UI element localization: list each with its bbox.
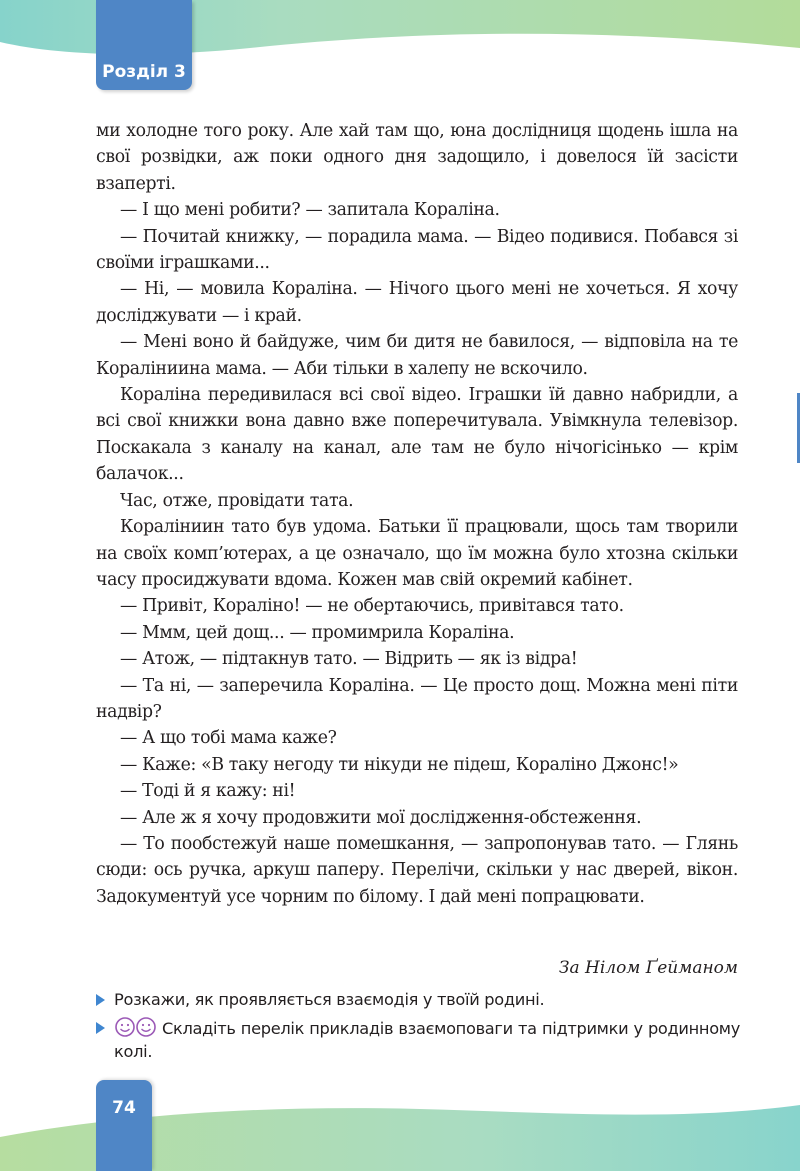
story-paragraph: — Тоді й я кажу: ні! <box>120 781 296 802</box>
story-paragraph: — Привіт, Кораліно! — не обертаючись, привітався тато. <box>120 596 624 617</box>
pair-work-smileys-icon <box>114 1016 158 1038</box>
story-author: За Нілом Ґейманом <box>558 958 738 978</box>
story-paragraph: — Атож, — підтакнув тато. — Відрить — як із відра! <box>120 649 578 670</box>
story-paragraph: — Почитай книжку, — порадила мама. — Відео подивися. Побався зі своїми іграшками... <box>96 226 738 274</box>
triangle-bullet-icon <box>96 994 105 1006</box>
task-item <box>96 988 740 1011</box>
task-list <box>96 988 740 1068</box>
story-paragraph: — Ммм, цей дощ... — промимрила Кораліна. <box>120 622 515 643</box>
page-number-tab <box>96 1080 152 1171</box>
story-paragraph: — Та ні, — заперечила Кораліна. — Це просто дощ. Можна мені піти надвір? <box>96 675 738 722</box>
triangle-bullet-icon <box>96 1022 105 1034</box>
section-label: Розділ 3 <box>102 62 186 82</box>
story-paragraph: — Мені воно й байдуже, чим би дитя не бавилося, — відповіла на те Кораліниина мама. — Аби тільки в халепу не вскочило. <box>96 332 738 379</box>
page-number: 74 <box>112 1098 136 1118</box>
story-paragraph: — І що мені робити? — запитала Кораліна. <box>120 200 500 221</box>
story-paragraph: — Але ж я хочу продовжити мої дослідження-обстеження. <box>120 807 642 828</box>
story-paragraph: — То пообстежуй наше помешкання, — запропонував тато. — Глянь сюди: ось ручка, аркуш паперу. Перелічи, скільки у нас дверей, вікон. Задокументуй усе чорним по білому. І дай мені попрацювати. <box>96 833 738 907</box>
story-paragraph: Час, отже, провідати тата. <box>120 490 354 511</box>
story-text <box>96 118 738 910</box>
task-item <box>96 1016 740 1063</box>
story-paragraph: — А що тобі мама каже? <box>120 728 337 749</box>
task-text: Розкажи, як проявляється взаємодія у твоїй родині. <box>114 990 545 1009</box>
story-paragraph: ми холодне того року. Але хай там що, юна дослідниця щодень ішла на свої розвідки, аж поки одного дня задощило, і довелося їй засісти взаперті. <box>96 121 738 194</box>
task-text: Складіть перелік прикладів взаємоповаги та підтримки у родинному колі. <box>114 1019 740 1061</box>
story-paragraph: — Каже: «В таку негоду ти нікуди не підеш, Кораліно Джонс!» <box>120 754 679 775</box>
story-paragraph: — Ні, — мовила Кораліна. — Нічого цього мені не хочеться. Я хочу досліджувати — і край. <box>96 279 738 326</box>
story-paragraph: Кораліниин тато був удома. Батьки її працювали, щось там творили на своїх комп’ютерах, а це означало, що їм можна було хтозна скільки часу просиджувати вдома. Кожен мав свій окремий кабінет. <box>96 517 738 590</box>
story-paragraph: Кораліна передивилася всі свої відео. Іграшки їй давно набридли, а всі свої книжки вона давно вже поперечитувала. Увімкнула телевізор. Поскакала з каналу на канал, але там не було нічогісінько — крім балачок... <box>96 385 738 485</box>
section-tab <box>96 0 192 90</box>
